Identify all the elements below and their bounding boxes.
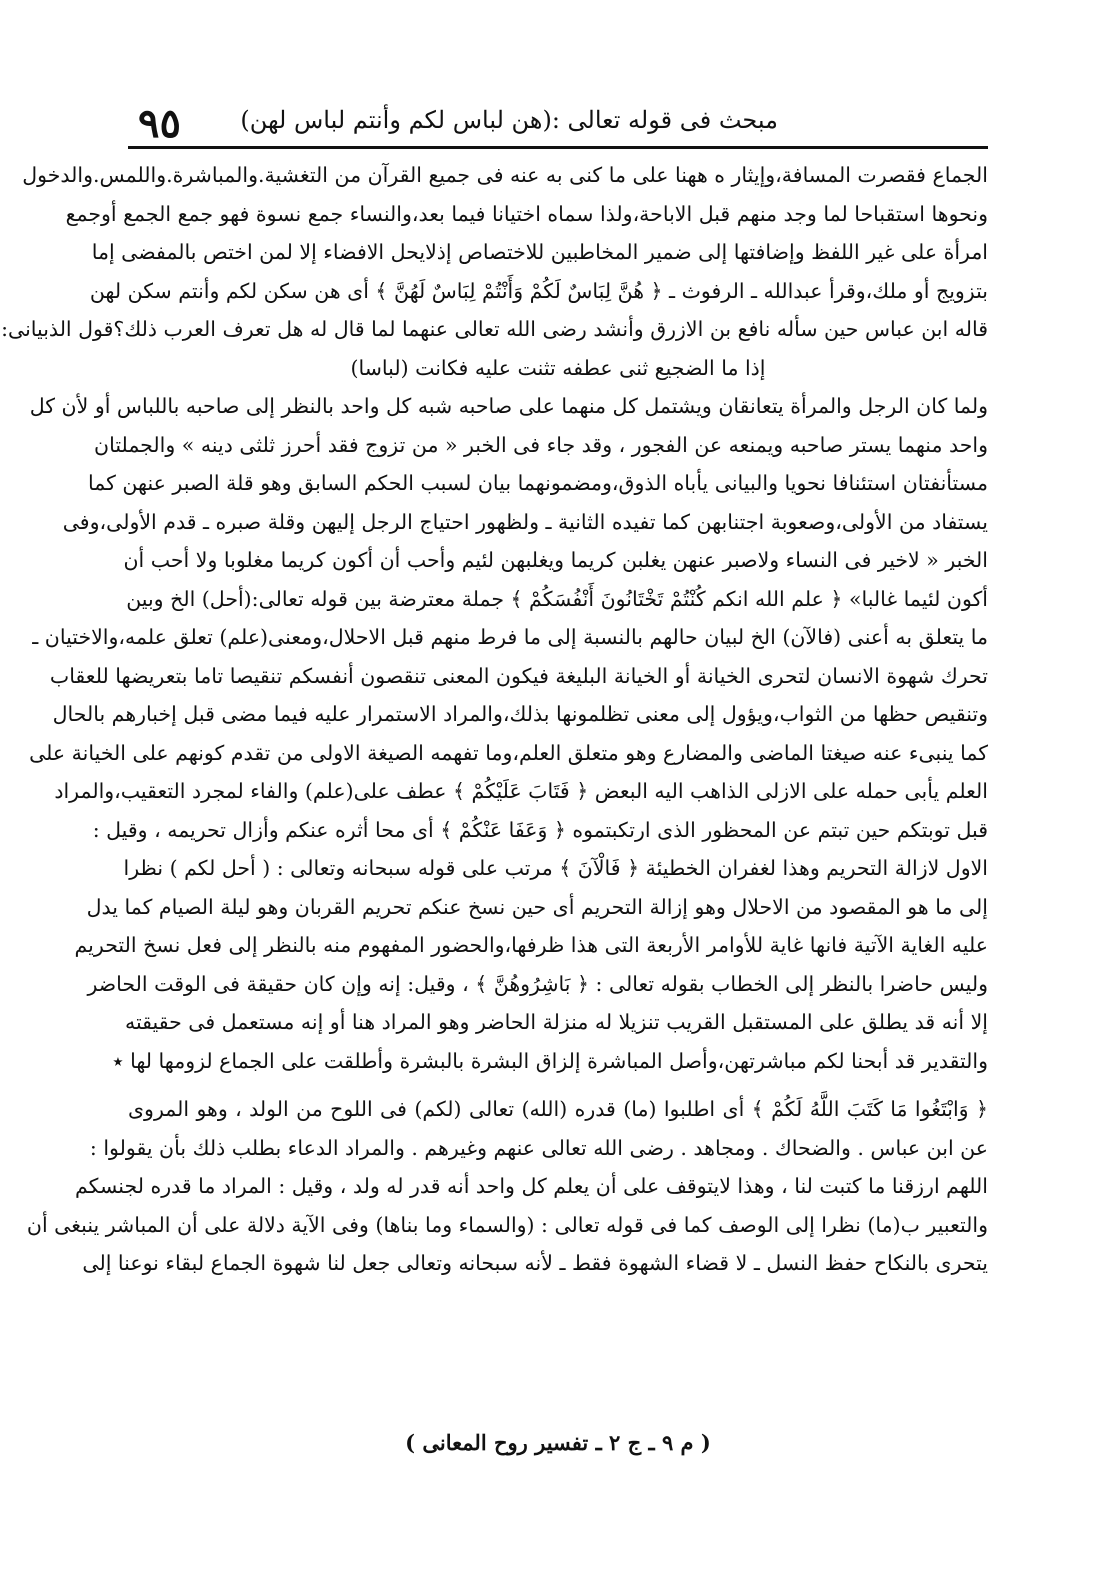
- text-line: إلا أنه قد يطلق على المستقبل القريب تنزيلا له منزلة الحاضر وهو المراد هنا أو إنه مستعمل فى حقيقته: [124, 1010, 988, 1034]
- main-text: [1, 156, 988, 1283]
- text-line: وتنقيص حظها من الثواب،ويؤول إلى معنى تظلمونها بذلك،والمراد الاستمرار عليه فيما مضى قبل إخبارهم بالحال: [52, 702, 988, 726]
- text-line: الجماع فقصرت المسافة،وإيثار ه ههنا على ما كنى به عنه فى جميع القرآن من التغشية.والمباشرة.واللمس.والدخول: [22, 163, 988, 187]
- text-line: يتحرى بالنكاح حفظ النسل ـ لا قضاء الشهوة فقط ـ لأنه سبحانه وتعالى جعل لنا شهوة الجماع لبقاء نوعنا إلى: [82, 1251, 988, 1275]
- text-line: العلم يأبى حمله على الازلى الذاهب اليه البعض ﴿ فَتَابَ عَلَيْكُمْ ﴾ عطف على(علم) والفاء لمجرد التعقيب،والمراد: [54, 779, 988, 803]
- text-line: امرأة على غير اللفظ وإضافتها إلى ضمير المخاطبين للاختصاص إذلايحل الافضاء إلا لمن اختص بالمفضى إما: [91, 240, 988, 264]
- text-line: تحرك شهوة الانسان لتحرى الخيانة أو الخيانة البليغة فيكون المعنى تنقصون أنفسكم تنقيصا تاما بتعريضها للعقاب: [49, 663, 988, 688]
- text-line: والتقدير قد أبحنا لكم مباشرتهن،وأصل المباشرة إلزاق البشرة بالبشرة وأطلقت على الجماع لزومها لها ٭: [112, 1048, 988, 1073]
- text-line: إلى ما هو المقصود من الاحلال وهو إزالة التحريم أى حين نسخ عنكم تحريم القربان وهو ليلة الصيام كما يدل: [86, 894, 988, 919]
- running-title: مبحث فى قوله تعالى :(هن لباس لكم وأنتم لباس لهن): [240, 106, 778, 134]
- text-line: ما يتعلق به أعنى (فالآن) الخ لبيان حالهم بالنسبة إلى ما فرط منهم قبل الاحلال،ومعنى(علم) تعلق علمه،والاختيان ـ: [32, 625, 988, 649]
- text-line: كما ينبىء عنه صيغتا الماضى والمضارع وهو متعلق العلم،وما تفهمه الصيغة الاولى من تقدم كونهم على الخيانة على: [29, 740, 988, 765]
- text-line: يستفاد من الأولى،وصعوبة اجتنابهن كما تفيده الثانية ـ ولظهور احتياج الرجل إليهن وقلة صبره ـ قدم الأولى،وفى: [62, 509, 988, 534]
- text-line: أكون لئيما غالبا» ﴿ علم الله انكم كُنْتُمْ تَخْتَانُونَ أَنْفُسَكُمْ ﴾ جملة معترضة بين قوله تعالى:(أحل) الخ وبين: [126, 586, 988, 611]
- text-line: والتعبير ب(ما) نظرا إلى الوصف كما فى قوله تعالى : (والسماء وما بناها) وفى الآية دلالة على أن المباشر ينبغى أن: [26, 1212, 988, 1237]
- text-line: الاول لازالة التحريم وهذا لغفران الخطيئة ﴿ فَالْآنَ ﴾ مرتب على قوله سبحانه وتعالى : ( أحل لكم ) نظرا: [123, 856, 988, 880]
- page-number: ٩٥: [138, 100, 181, 147]
- header-rule: [128, 146, 988, 149]
- text-line: واحد منهما يستر صاحبه ويمنعه عن الفجور ، وقد جاء فى الخبر « من تزوج فقد أحرز ثلثى دينه » والجملتان: [94, 432, 988, 457]
- text-line: قبل توبتكم حين تبتم عن المحظور الذى ارتكبتموه ﴿ وَعَفَا عَنْكُمْ ﴾ أى محا أثره عنكم وأزال تحريمه ، وقيل :: [92, 817, 988, 842]
- text-line: عليه الغاية الآتية فانها غاية للأوامر الأربعة التى هذا ظرفها،والحضور المفهوم منه بالنظر إلى فعل نسخ التحريم: [74, 933, 988, 957]
- text-line: مستأنفتان استئنافا نحويا والبيانى يأباه الذوق،ومضمونهما بيان لسبب الحكم السابق وهو قلة الصبر عنهن كما: [88, 471, 988, 495]
- text-line: عن ابن عباس . والضحاك . ومجاهد . رضى الله تعالى عنهم وغيرهم . والمراد الدعاء بطلب ذلك بأن يقولوا :: [89, 1135, 988, 1160]
- text-line: الخبر « لاخير فى النساء ولاصبر عنهن يغلبن كريما ويغلبهن لئيم وأحب أن أكون كريما مغلوبا ولا أحب أن: [123, 548, 988, 572]
- text-line: قاله ابن عباس حين سأله نافع بن الازرق وأنشد رضى الله تعالى عنهما لما قال له هل تعرف العرب ذلك؟قول الذبيانى:: [1, 317, 988, 341]
- page-footer: ( م ٩ ـ ج ٢ ـ تفسير روح المعانى ): [405, 1430, 711, 1455]
- page-header: [128, 96, 988, 147]
- text-line: ولما كان الرجل والمرأة يتعانقان ويشتمل كل منهما على صاحبه شبه كل واحد بالنظر إلى صاحبه باللباس أو لأن كل: [29, 394, 988, 418]
- text-line: ونحوها استقباحا لما وجد منهم قبل الاباحة،ولذا سماه اختيانا فيما بعد،والنساء جمع نسوة فهو جمع الجمع أوجمع: [65, 201, 988, 226]
- paragraph-gap: [128, 1080, 988, 1090]
- text-line: اللهم ارزقنا ما كتبت لنا ، وهذا لايتوقف على أن يعلم كل واحد أنه قدر له ولد ، وقيل : المراد ما قدره لجنسكم: [75, 1174, 988, 1198]
- verse-line: إذا ما الضجيع ثنى عطفه تثنت عليه فكانت (لباسا): [350, 355, 766, 380]
- text-line: بتزويج أو ملك،وقرأ عبدالله ـ الرفوث ـ ﴿ هُنَّ لِبَاسٌ لَكُمْ وَأَنْتُمْ لِبَاسٌ لَهُنَّ ﴾ أى هن سكن لكم وأنتم سكن لهن: [89, 278, 988, 303]
- text-line: وليس حاضرا بالنظر إلى الخطاب بقوله تعالى : ﴿ بَاشِرُوهُنَّ ﴾ ، وقيل: إنه وإن كان حقيقة فى الوقت الحاضر: [87, 971, 988, 996]
- text-line: ﴿ وَابْتَغُوا مَا كَتَبَ اللَّهُ لَكُمْ ﴾ أى اطلبوا (ما) قدره (الله) تعالى (لكم) فى اللوح من الولد ، وهو المروى: [128, 1097, 988, 1121]
